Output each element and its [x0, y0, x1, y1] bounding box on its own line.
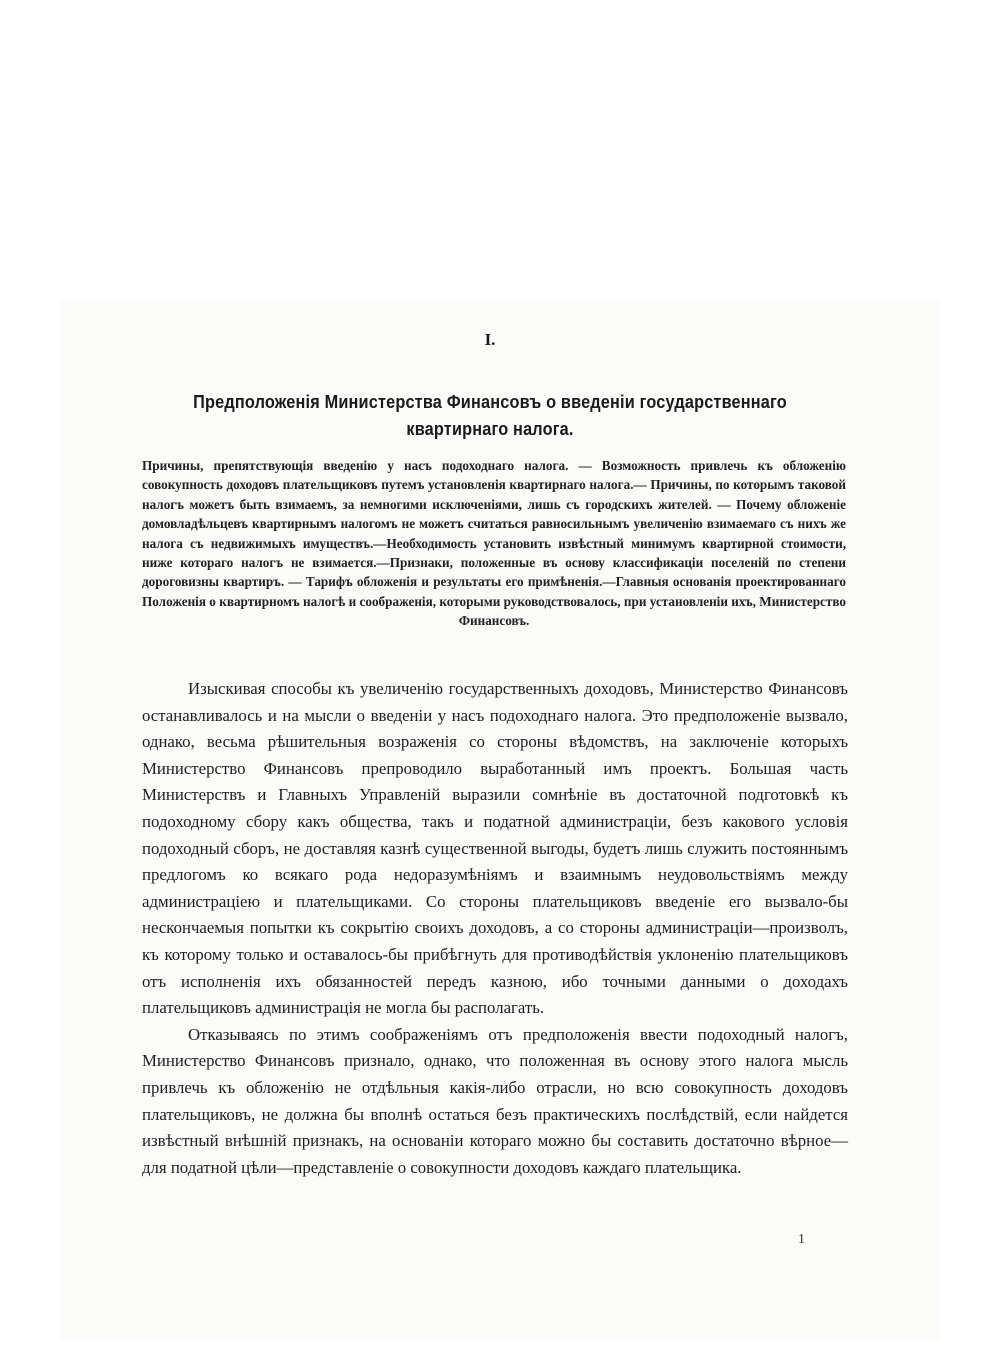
chapter-summary: Причины, препятствующія введенію у насъ подоходнаго налога. — Возможность привлечь къ обложенію совокупность доходовъ плательщиковъ путемъ установленія квартирнаго налога.— Причины, по которымъ таковой налогъ можетъ быть взимаемъ, за немногими исключеніями, лишь съ городскихъ жителей. — Почему обложеніе домовладѣльцевъ квартирнымъ налогомъ не можетъ считаться равносильнымъ увеличенію взимаемаго съ нихъ же налога съ недвижимыхъ имуществъ.—Необходимость установить извѣстный минимумъ квартирной стоимости, ниже котораго налогъ не взимается.—Признаки, положенные въ основу классификаціи поселеній по степени дороговизны квартиръ. — Тарифъ обложенія и результаты его примѣненія.—Главныя основанія проектированнаго Положенія о квартирномъ налогѣ и соображенія, которыми руководствовалось, при установленіи ихъ, Министерство Финансовъ. — [142, 458, 846, 629]
body-text — [142, 676, 848, 1181]
chapter-title: Предположенія Министерства Финансовъ о введеніи государственнаго квартирнаго налога. — [193, 391, 787, 439]
paragraph-1: Изыскивая способы къ увеличенію государственныхъ доходовъ, Министерство Финансовъ останавливалось и на мысли о введеніи у насъ подоходнаго налога. Это предположеніе вызвало, однако, весьма рѣшительныя возраженія со стороны вѣдомствъ, на заключеніе которыхъ Министерство Финансовъ препроводило выработанный имъ проектъ. Большая часть Министерствъ и Главныхъ Управленій выразили сомнѣніе въ достаточной подготовкѣ къ подоходному сбору какъ общества, такъ и податной администраціи, безъ какового условія подоходный сборъ, не доставляя казнѣ существенной выгоды, будетъ лишь служить постояннымъ предлогомъ ко всякаго рода недоразумѣніямъ и взаимнымъ неудовольствіямъ между администраціею и плательщиками. Со стороны плательщиковъ введеніе его вызвало-бы нескончаемыя попытки къ сокрытію своихъ доходовъ, а со стороны администраціи—произволъ, къ которому только и оставалось-бы прибѣгнуть для противодѣйствія уклоненію плательщиковъ отъ исполненія ихъ обязанностей передъ казною, ибо точными данными о доходахъ плательщиковъ администрація не могла бы располагать. — [142, 679, 848, 1018]
paragraph-2: Отказываясь по этимъ соображеніямъ отъ предположенія ввести подоходный налогъ, Министерство Финансовъ признало, однако, что положенная въ основу этого налога мысль привлечь къ обложенію не отдѣльныя какія-либо отрасли, но всю совокупность доходовъ плательщиковъ, не должна бы вполнѣ остаться безъ практическихъ послѣдствій, если найдется извѣстный внѣшній признакъ, на основаніи котораго можно бы составить достаточно вѣрное—для податной цѣли—представленіе о совокупности доходовъ каждаго плательщика. — [142, 1024, 848, 1177]
page-number: 1 — [798, 1232, 805, 1247]
chapter-numeral: I. — [484, 330, 496, 349]
